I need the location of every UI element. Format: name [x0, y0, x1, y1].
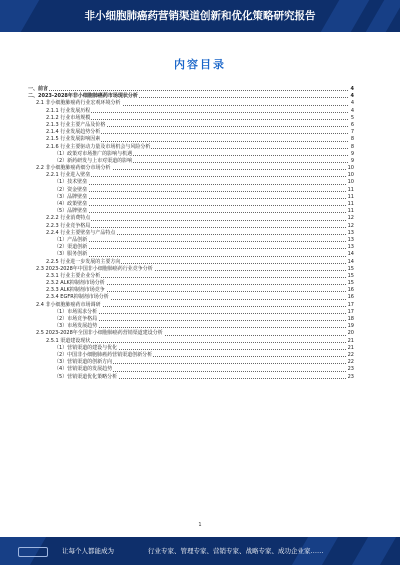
- toc-entry-page: 4: [350, 100, 354, 107]
- footer-roles: 行业专家、管理专家、营销专家、战略专家、成功企业家……: [148, 547, 324, 555]
- footer-slogan: 让每个人都能成为: [62, 547, 114, 555]
- toc-entry[interactable]: [28, 230, 354, 237]
- toc-entry-label: （3）品牌壁垒: [54, 193, 88, 200]
- toc-entry-label: （1）技术壁垒: [54, 179, 88, 186]
- toc-entry-label: （3）营销渠道的创新方向: [54, 359, 113, 366]
- toc-entry[interactable]: [28, 194, 354, 201]
- toc-entry-page: 17: [347, 301, 354, 308]
- toc-entry-label: 2.2 非小细胞肺癌药细分市场分析: [36, 165, 111, 172]
- toc-entry-page: 11: [347, 208, 354, 215]
- toc-entry-label: 2.3.2 ALK抑制剂市场分析: [46, 280, 105, 287]
- toc-entry-page: 4: [350, 86, 354, 92]
- toc-entry-page: 7: [350, 129, 354, 136]
- toc-entry[interactable]: [28, 366, 354, 373]
- toc-entry-label: （3）市场发展趋势: [54, 323, 98, 330]
- toc-leader: [54, 191, 348, 192]
- toc-entry[interactable]: [28, 294, 354, 301]
- toc-entry-label: （1）产品创新: [54, 236, 88, 243]
- toc-leader: [54, 205, 348, 206]
- toc-entry-label: 2.5.1 渠道建设现状: [46, 337, 91, 344]
- toc-entry-label: 2.3.4 EGFR抑制剂市场分析: [46, 294, 109, 301]
- toc-leader: [54, 241, 348, 242]
- toc-entry[interactable]: [28, 223, 354, 230]
- toc-entry[interactable]: [28, 330, 354, 337]
- toc-leader: [54, 198, 348, 199]
- toc-entry-label: 2.1 非小细胞肺癌药行业宏观环境分析: [36, 100, 121, 107]
- brand-logo: [18, 547, 48, 557]
- toc-entry-page: 21: [347, 337, 354, 344]
- toc-entry-page: 11: [347, 193, 354, 200]
- toc-entry-label: 2.2.5 行业进一步发展的主要方向: [46, 258, 121, 265]
- toc-entry-page: 15: [347, 265, 354, 272]
- toc-entry-label: 一、前言: [28, 86, 49, 92]
- toc-entry-page: 8: [350, 143, 354, 150]
- toc-entry-label: 2.3.3 ALK抑制剂市场竞争: [46, 287, 105, 294]
- toc-entry-page: 10: [347, 172, 354, 179]
- toc-leader: [54, 248, 348, 249]
- toc-entry[interactable]: [28, 273, 354, 280]
- toc-entry-page: 13: [347, 229, 354, 236]
- toc-leader: [28, 90, 348, 91]
- toc-entry-page: 16: [347, 287, 354, 294]
- toc-entry[interactable]: [28, 158, 354, 165]
- toc-entry-label: （2）新药研发与上市对渠道的影响: [54, 157, 133, 164]
- toc-entry-page: 15: [347, 280, 354, 287]
- toc-entry[interactable]: [28, 338, 354, 345]
- toc-entry-label: 2.1.3 行业主要产品及价格: [46, 121, 106, 128]
- toc-entry-label: 2.1.4 行业发展趋势分析: [46, 129, 101, 136]
- toc-entry-page: 10: [347, 165, 354, 172]
- toc-entry-page: 22: [347, 351, 354, 358]
- toc-entry-label: （5）营销渠道优化策略分析: [54, 373, 118, 380]
- toc-entry-page: 23: [347, 366, 354, 373]
- toc-entry-page: 11: [347, 186, 354, 193]
- toc-entry-label: 2.4 非小细胞肺癌药市场调研: [36, 301, 101, 308]
- toc-entry[interactable]: [28, 345, 354, 352]
- toc-entry-label: 2.1.5 行业发展影响因素: [46, 136, 101, 143]
- toc-entry-label: 2.2.1 行业进入壁垒: [46, 172, 91, 179]
- toc-entry-label: （3）服务创新: [54, 251, 88, 258]
- toc-entry-page: 13: [347, 244, 354, 251]
- toc-entry-page: 10: [347, 179, 354, 186]
- toc-entry-label: 2.2.3 行业竞争格局: [46, 222, 91, 229]
- toc-entry[interactable]: [28, 136, 354, 143]
- toc-entry[interactable]: [28, 266, 354, 273]
- page-number: 1: [198, 522, 202, 528]
- toc-entry-page: 8: [350, 136, 354, 143]
- toc-entry[interactable]: [28, 187, 354, 194]
- toc-entry[interactable]: [28, 179, 354, 186]
- toc-entry-page: 9: [350, 150, 354, 157]
- toc-entry[interactable]: [28, 115, 354, 122]
- toc-entry-page: 23: [347, 373, 354, 380]
- toc-entry-label: 2.5 2023-2028年全国非小细胞肺癌药营销渠道建设分析: [36, 330, 163, 337]
- toc-entry-label: 2.3 2023-2028年中国非小细胞肺癌药行业竞争分析: [36, 265, 153, 272]
- toc-entry-page: 12: [347, 222, 354, 229]
- toc-entry-page: 17: [347, 308, 354, 315]
- toc-entry-page: 12: [347, 215, 354, 222]
- toc-entry[interactable]: [28, 309, 354, 316]
- toc-entry-page: 16: [347, 294, 354, 301]
- toc-entry-label: 2.1.2 行业市场规模: [46, 114, 91, 121]
- toc-entry-label: （5）品牌壁垒: [54, 208, 88, 215]
- toc-leader: [54, 256, 348, 257]
- toc-entry[interactable]: [28, 144, 354, 151]
- toc-entry[interactable]: [28, 215, 354, 222]
- toc-entry-page: 15: [347, 272, 354, 279]
- toc-entry-page: 4: [350, 93, 354, 100]
- footer-banner: [0, 537, 400, 565]
- toc-entry-label: 二、2023-2028年非小细胞肺癌药市场现状分析: [28, 93, 138, 100]
- toc-entry-label: 2.1.1 行业发展历程: [46, 107, 91, 114]
- toc-entry[interactable]: [28, 108, 354, 115]
- toc-entry-label: （4）营销渠道的发展趋势: [54, 366, 113, 373]
- toc-entry-label: （1）营销渠道的建设与优化: [54, 344, 118, 351]
- toc-entry[interactable]: [28, 374, 354, 381]
- toc-entry-label: 2.3.1 行业主要企业分析: [46, 272, 101, 279]
- toc-entry-label: （2）中国非小细胞肺癌药营销渠道创新分析: [54, 351, 153, 358]
- toc-entry-page: 18: [347, 316, 354, 322]
- toc-entry-page: 14: [347, 258, 354, 265]
- toc-entry-label: （4）政策壁垒: [54, 201, 88, 207]
- toc-entry[interactable]: [28, 151, 354, 158]
- toc-entry-page: 5: [350, 114, 354, 121]
- toc-entry-label: 2.2.4 行业主要壁垒与产品特点: [46, 229, 116, 236]
- toc-leader: [54, 184, 348, 185]
- toc-entry-label: （1）市场需求分析: [54, 308, 98, 315]
- report-title: 非小细胞肺癌药营销渠道创新和优化策略研究报告: [84, 10, 316, 22]
- header-banner: [0, 0, 400, 32]
- table-of-contents: [28, 86, 354, 381]
- toc-entry-label: 2.1.6 行业主要驱动力量及市场机会与风险分析: [46, 143, 151, 150]
- toc-entry-page: 20: [347, 330, 354, 337]
- toc-entry-page: 11: [347, 201, 354, 207]
- toc-entry-label: 2.2.2 行业消费特点: [46, 215, 91, 222]
- toc-entry-page: 13: [347, 236, 354, 243]
- toc-entry-page: 4: [350, 107, 354, 114]
- toc-heading: 内容目录: [174, 58, 226, 71]
- toc-entry-label: （1）政策对市场推广的影响与机遇: [54, 150, 133, 157]
- toc-entry-page: 22: [347, 359, 354, 366]
- toc-entry[interactable]: [28, 100, 354, 107]
- toc-entry-label: （2）资金壁垒: [54, 186, 88, 193]
- toc-entry-page: 14: [347, 251, 354, 258]
- toc-entry[interactable]: [28, 259, 354, 266]
- toc-entry-page: 6: [350, 121, 354, 128]
- toc-entry[interactable]: [28, 251, 354, 258]
- toc-entry-page: 19: [347, 323, 354, 330]
- toc-leader: [54, 212, 348, 213]
- toc-entry-label: （2）渠道创新: [54, 244, 88, 251]
- toc-entry-label: （2）市场竞争格局: [54, 316, 98, 322]
- toc-entry[interactable]: [28, 302, 354, 309]
- toc-entry-page: 21: [347, 344, 354, 351]
- toc-entry-page: 9: [350, 157, 354, 164]
